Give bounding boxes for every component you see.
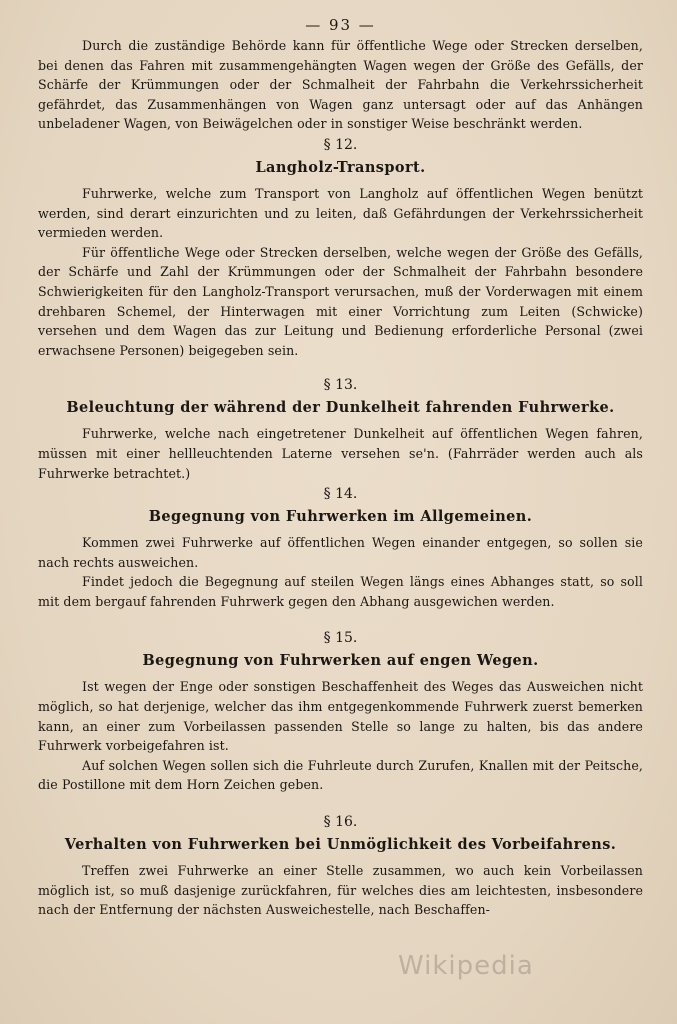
section-number-15: § 15. xyxy=(323,630,358,647)
paragraph-zusammenhaengen: Durch die zuständige Behörde kann für öffentliche Wege oder Strecken derselben, bei denen das Fahren mit zusammengehängten Wagen wegen der Größe des Gefälls, der Schärfe der Krümmungen oder der Schmalheit der Fahrbahn die Verkehrssicherheit gefährdet, das Zusammenhängen von Wagen ganz untersagt oder auf das Anhängen unbeladener Wagen, von Beiwägelchen oder in sonstiger Weise beschränkt werden. xyxy=(38,38,643,132)
paragraph-engen-wegen-2: Auf solchen Wegen sollen sich die Fuhrleute durch Zurufen, Knallen mit der Peitsche, die Postillone mit dem Horn Zeichen geben. xyxy=(38,757,643,793)
section-number-16: § 16. xyxy=(323,814,358,831)
section-title-engen-wegen: Begegnung von Fuhrwerken auf engen Wegen. xyxy=(142,652,539,670)
page-number: — 93 — xyxy=(305,16,376,34)
paragraph-begegnung-1: Kommen zwei Fuhrwerke auf öffentlichen Wegen einander entgegen, so sollen sie nach rechts ausweichen. xyxy=(38,535,643,570)
paragraph-begegnung-2: Findet jedoch die Begegnung auf steilen Wegen längs eines Abhanges statt, so soll mit dem bergauf fahrenden Fuhrwerk gegen den Abhang ausgewichen werden. xyxy=(38,574,643,609)
paragraph-langholz-2: Für öffentliche Wege oder Strecken derselben, welche wegen der Größe des Gefälls, der Schärfe und Zahl der Krümmungen oder der Schmalheit der Fahrbahn besondere Schwierigkeiten für den Langholz-Transport verursachen, muß der Vorderwagen mit einem drehbaren Schemel, der Hinterwagen mit einer Vorrichtung zum Leiten (Schwicke) versehen und dem Wagen das zur Leitung und Bedienung erforderliche Personal (zwei erwachsene Personen) beigegeben sein. xyxy=(38,244,643,358)
section-number-14: § 14. xyxy=(323,486,358,503)
paragraph-engen-wegen-1: Ist wegen der Enge oder sonstigen Beschaffenheit des Weges das Ausweichen nicht möglich, so hat derjenige, welcher das ihm entgegenkommende Fuhrwerk zuerst bemerken kann, an einer zum Vorbeilassen passenden Stelle so lange zu halten, bis das andere Fuhrwerk vorbeigefahren ist. xyxy=(38,679,643,754)
section-title-beleuchtung: Beleuchtung der während der Dunkelheit fahrenden Fuhrwerke. xyxy=(66,399,615,417)
paragraph-beleuchtung: Fuhrwerke, welche nach eingetretener Dunkelheit auf öffentlichen Wegen fahren, müssen mit einer hellleuchtenden Laterne versehen se'n. (Fahrräder werden auch als Fuhrwerke betrachtet.) xyxy=(38,426,643,481)
paragraph-vorbeifahren: Treffen zwei Fuhrwerke an einer Stelle zusammen, wo auch kein Vorbeilassen möglich ist, so muß dasjenige zurückfahren, für welches dies am leichtesten, insbesondere nach der Entfernung der nächsten Ausweichestelle, nach Beschaffen- xyxy=(38,863,643,918)
paragraph-langholz-1: Fuhrwerke, welche zum Transport von Langholz auf öffentlichen Wegen benützt werden, sind derart einzurichten und zu leiten, daß Gefährdungen der Verkehrssicherheit vermieden werden. xyxy=(38,185,643,241)
section-title-begegnung-allgemein: Begegnung von Fuhrwerken im Allgemeinen. xyxy=(148,508,533,526)
section-number-13: § 13. xyxy=(323,377,358,394)
section-title-langholz: Langholz-Transport. xyxy=(255,158,426,176)
watermark-text: Wikipedia xyxy=(398,951,534,981)
section-number-12: § 12. xyxy=(323,136,358,153)
section-title-vorbeifahren: Verhalten von Fuhrwerken bei Unmöglichkeit des Vorbeifahrens. xyxy=(64,836,617,854)
